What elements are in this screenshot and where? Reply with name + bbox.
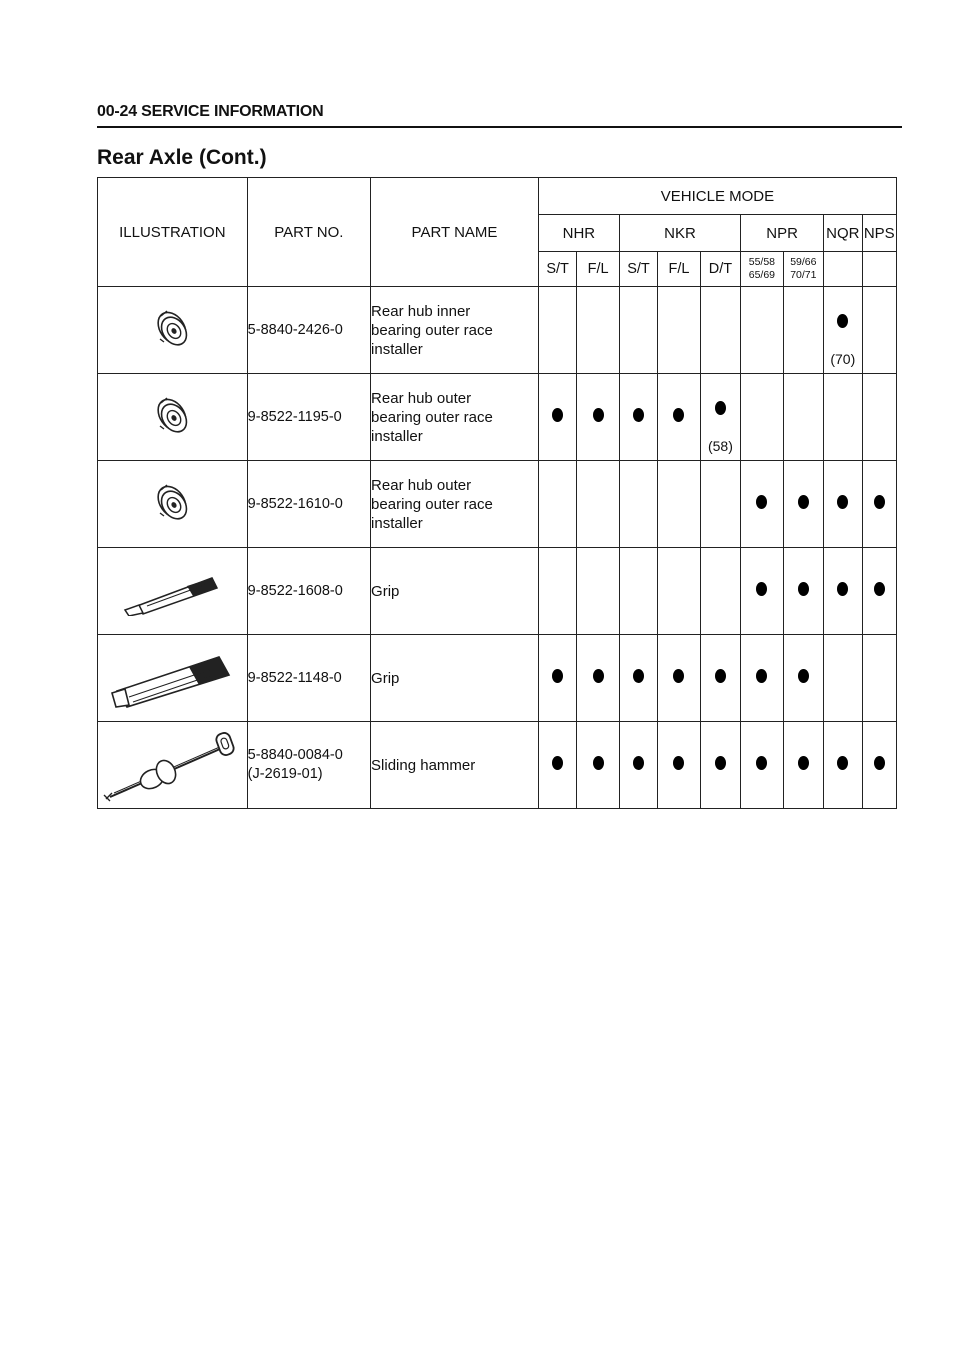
illustration-cell: [98, 461, 248, 548]
sub-nqr: [824, 252, 862, 287]
applicability-nkr-st: [619, 722, 657, 809]
applicable-dot-icon: [874, 756, 885, 770]
applicable-dot-icon: [837, 582, 848, 596]
part-no-cell: [247, 287, 370, 374]
sub-npr-a-line2: 65/69: [748, 269, 776, 281]
sub-npr-b-line1: 59/66: [790, 256, 817, 268]
part-name-line: Grip: [371, 669, 400, 687]
applicable-dot-icon: [673, 669, 684, 683]
applicability-nqr: [824, 374, 862, 461]
table-row: [98, 635, 897, 722]
applicable-dot-icon: [798, 669, 809, 683]
model-nhr: NHR: [538, 215, 619, 252]
part-name-line: bearing outer race: [371, 321, 493, 339]
part-name-line: installer: [371, 427, 423, 445]
applicability-nkr-dt: [700, 461, 740, 548]
applicable-dot-icon: [552, 756, 563, 770]
table-row: [98, 374, 897, 461]
applicable-dot-icon: [756, 756, 767, 770]
part-name-line: bearing outer race: [371, 495, 493, 513]
applicability-npr-a: [741, 548, 783, 635]
applicability-nkr-st: [619, 635, 657, 722]
table-row: [98, 287, 897, 374]
applicable-dot-icon: [798, 756, 809, 770]
applicable-dot-icon: [593, 408, 604, 422]
applicability-nkr-fl: [658, 374, 700, 461]
bearing-race-installer-icon: [98, 306, 247, 354]
applicable-dot-icon: [798, 582, 809, 596]
applicability-npr-b: [783, 374, 823, 461]
part-no-cell: [247, 374, 370, 461]
illustration-cell: [98, 635, 248, 722]
applicability-nkr-st: [619, 287, 657, 374]
applicable-dot-icon: [673, 408, 684, 422]
applicable-dot-icon: [837, 756, 848, 770]
part-name-line: Rear hub inner: [371, 302, 471, 320]
part-name-cell: [371, 287, 539, 374]
applicability-nqr: [824, 548, 862, 635]
applicable-dot-icon: [593, 756, 604, 770]
part-no-line: (J-2619-01): [247, 766, 323, 782]
sliding-hammer-icon: [98, 727, 247, 803]
col-vehicle-mode: VEHICLE MODE: [538, 178, 896, 215]
applicability-npr-a: [741, 635, 783, 722]
applicability-nhr-fl: [577, 374, 619, 461]
applicability-note: (70): [830, 351, 856, 367]
sub-nhr-fl: F/L: [577, 252, 619, 287]
applicable-dot-icon: [874, 582, 885, 596]
table-row: [98, 548, 897, 635]
col-part-no: PART NO.: [247, 178, 370, 287]
applicability-npr-b: [783, 635, 823, 722]
part-no-line: 9-8522-1148-0: [247, 669, 342, 686]
table-row: [98, 722, 897, 809]
applicable-dot-icon: [756, 669, 767, 683]
bearing-race-installer-icon: [98, 393, 247, 441]
applicability-nkr-fl: [658, 722, 700, 809]
applicability-nkr-st: [619, 374, 657, 461]
applicability-nhr-st: [538, 635, 576, 722]
grip-short-icon: [98, 566, 247, 616]
part-name-cell: [371, 635, 539, 722]
applicability-nps: [862, 635, 897, 722]
part-name-line: Rear hub outer: [371, 476, 472, 494]
part-name-cell: [371, 461, 539, 548]
applicable-dot-icon: [756, 582, 767, 596]
sub-nps: [862, 252, 897, 287]
sub-nkr-dt: D/T: [700, 252, 740, 287]
applicable-dot-icon: [633, 408, 644, 422]
applicability-npr-a: [741, 287, 783, 374]
applicable-dot-icon: [715, 756, 726, 770]
part-no-line: 5-8840-0084-0: [247, 747, 343, 763]
applicability-nkr-dt: [700, 548, 740, 635]
applicability-nkr-dt: [700, 287, 740, 374]
part-name-cell: [371, 374, 539, 461]
applicability-nhr-fl: [577, 461, 619, 548]
applicable-dot-icon: [798, 495, 809, 509]
applicability-npr-b: [783, 548, 823, 635]
applicability-nhr-fl: [577, 548, 619, 635]
applicability-nhr-fl: [577, 287, 619, 374]
applicability-nkr-dt: [700, 722, 740, 809]
table-row: [98, 461, 897, 548]
part-no-line: 9-8522-1610-0: [247, 495, 343, 512]
applicability-nhr-st: [538, 722, 576, 809]
sub-nkr-st: S/T: [619, 252, 657, 287]
applicability-nqr: [824, 287, 862, 374]
sub-npr-b-line2: 70/71: [790, 269, 817, 281]
applicability-nkr-fl: [658, 635, 700, 722]
applicability-npr-b: [783, 287, 823, 374]
sub-nhr-st: S/T: [538, 252, 576, 287]
sub-npr-b: [783, 252, 823, 287]
col-part-name: PART NAME: [371, 178, 539, 287]
applicability-nhr-st: [538, 287, 576, 374]
part-name-line: Grip: [371, 582, 400, 600]
applicability-npr-a: [741, 374, 783, 461]
part-no-line: 9-8522-1608-0: [247, 582, 343, 599]
part-name-cell: [371, 548, 539, 635]
applicability-nhr-fl: [577, 635, 619, 722]
part-no-cell: [247, 461, 370, 548]
applicability-note: (58): [707, 438, 733, 454]
applicability-npr-a: [741, 722, 783, 809]
applicability-nps: [862, 287, 897, 374]
model-nkr: NKR: [619, 215, 740, 252]
sub-nkr-fl: F/L: [658, 252, 700, 287]
applicability-nkr-dt: [700, 635, 740, 722]
applicability-nhr-st: [538, 548, 576, 635]
col-illustration: ILLUSTRATION: [98, 178, 248, 287]
part-name-cell: [371, 722, 539, 809]
grip-long-icon: [98, 647, 247, 709]
applicability-nkr-dt: [700, 374, 740, 461]
part-name-line: installer: [371, 340, 423, 358]
illustration-cell: [98, 374, 248, 461]
applicability-nkr-st: [619, 461, 657, 548]
applicable-dot-icon: [837, 314, 848, 328]
applicability-npr-b: [783, 722, 823, 809]
applicability-nqr: [824, 461, 862, 548]
sub-npr-a-line1: 55/58: [748, 256, 776, 268]
part-no-cell: [247, 548, 370, 635]
applicable-dot-icon: [756, 495, 767, 509]
applicability-nkr-fl: [658, 461, 700, 548]
bearing-race-installer-icon: [98, 480, 247, 528]
applicability-nqr: [824, 722, 862, 809]
applicability-nps: [862, 548, 897, 635]
applicability-nps: [862, 461, 897, 548]
part-no-cell: [247, 722, 370, 809]
applicable-dot-icon: [593, 669, 604, 683]
applicability-nkr-fl: [658, 287, 700, 374]
part-name-line: bearing outer race: [371, 408, 493, 426]
part-name-line: Rear hub outer: [371, 389, 472, 407]
applicability-nhr-st: [538, 461, 576, 548]
applicability-nhr-st: [538, 374, 576, 461]
section-title: Rear Axle (Cont.): [97, 146, 267, 169]
header-rule: [97, 126, 902, 128]
part-no-line: 9-8522-1195-0: [247, 408, 342, 425]
illustration-cell: [98, 722, 248, 809]
applicable-dot-icon: [633, 669, 644, 683]
applicable-dot-icon: [715, 401, 726, 415]
special-tools-table: [97, 177, 897, 809]
applicability-nqr: [824, 635, 862, 722]
sub-npr-a: [741, 252, 783, 287]
illustration-cell: [98, 548, 248, 635]
applicability-nps: [862, 722, 897, 809]
part-no-cell: [247, 635, 370, 722]
applicability-npr-b: [783, 461, 823, 548]
part-no-line: 5-8840-2426-0: [247, 321, 343, 338]
illustration-cell: [98, 287, 248, 374]
applicable-dot-icon: [715, 669, 726, 683]
page-header: 00-24 SERVICE INFORMATION: [97, 103, 324, 120]
part-name-line: Sliding hammer: [371, 756, 476, 774]
model-nqr: NQR: [824, 215, 862, 252]
applicability-nps: [862, 374, 897, 461]
applicability-nkr-fl: [658, 548, 700, 635]
applicability-npr-a: [741, 461, 783, 548]
applicable-dot-icon: [874, 495, 885, 509]
part-name-line: installer: [371, 514, 423, 532]
applicable-dot-icon: [633, 756, 644, 770]
applicable-dot-icon: [552, 669, 563, 683]
applicable-dot-icon: [837, 495, 848, 509]
applicable-dot-icon: [673, 756, 684, 770]
applicability-nkr-st: [619, 548, 657, 635]
applicable-dot-icon: [552, 408, 563, 422]
model-npr: NPR: [741, 215, 824, 252]
model-nps: NPS: [862, 215, 897, 252]
applicability-nhr-fl: [577, 722, 619, 809]
